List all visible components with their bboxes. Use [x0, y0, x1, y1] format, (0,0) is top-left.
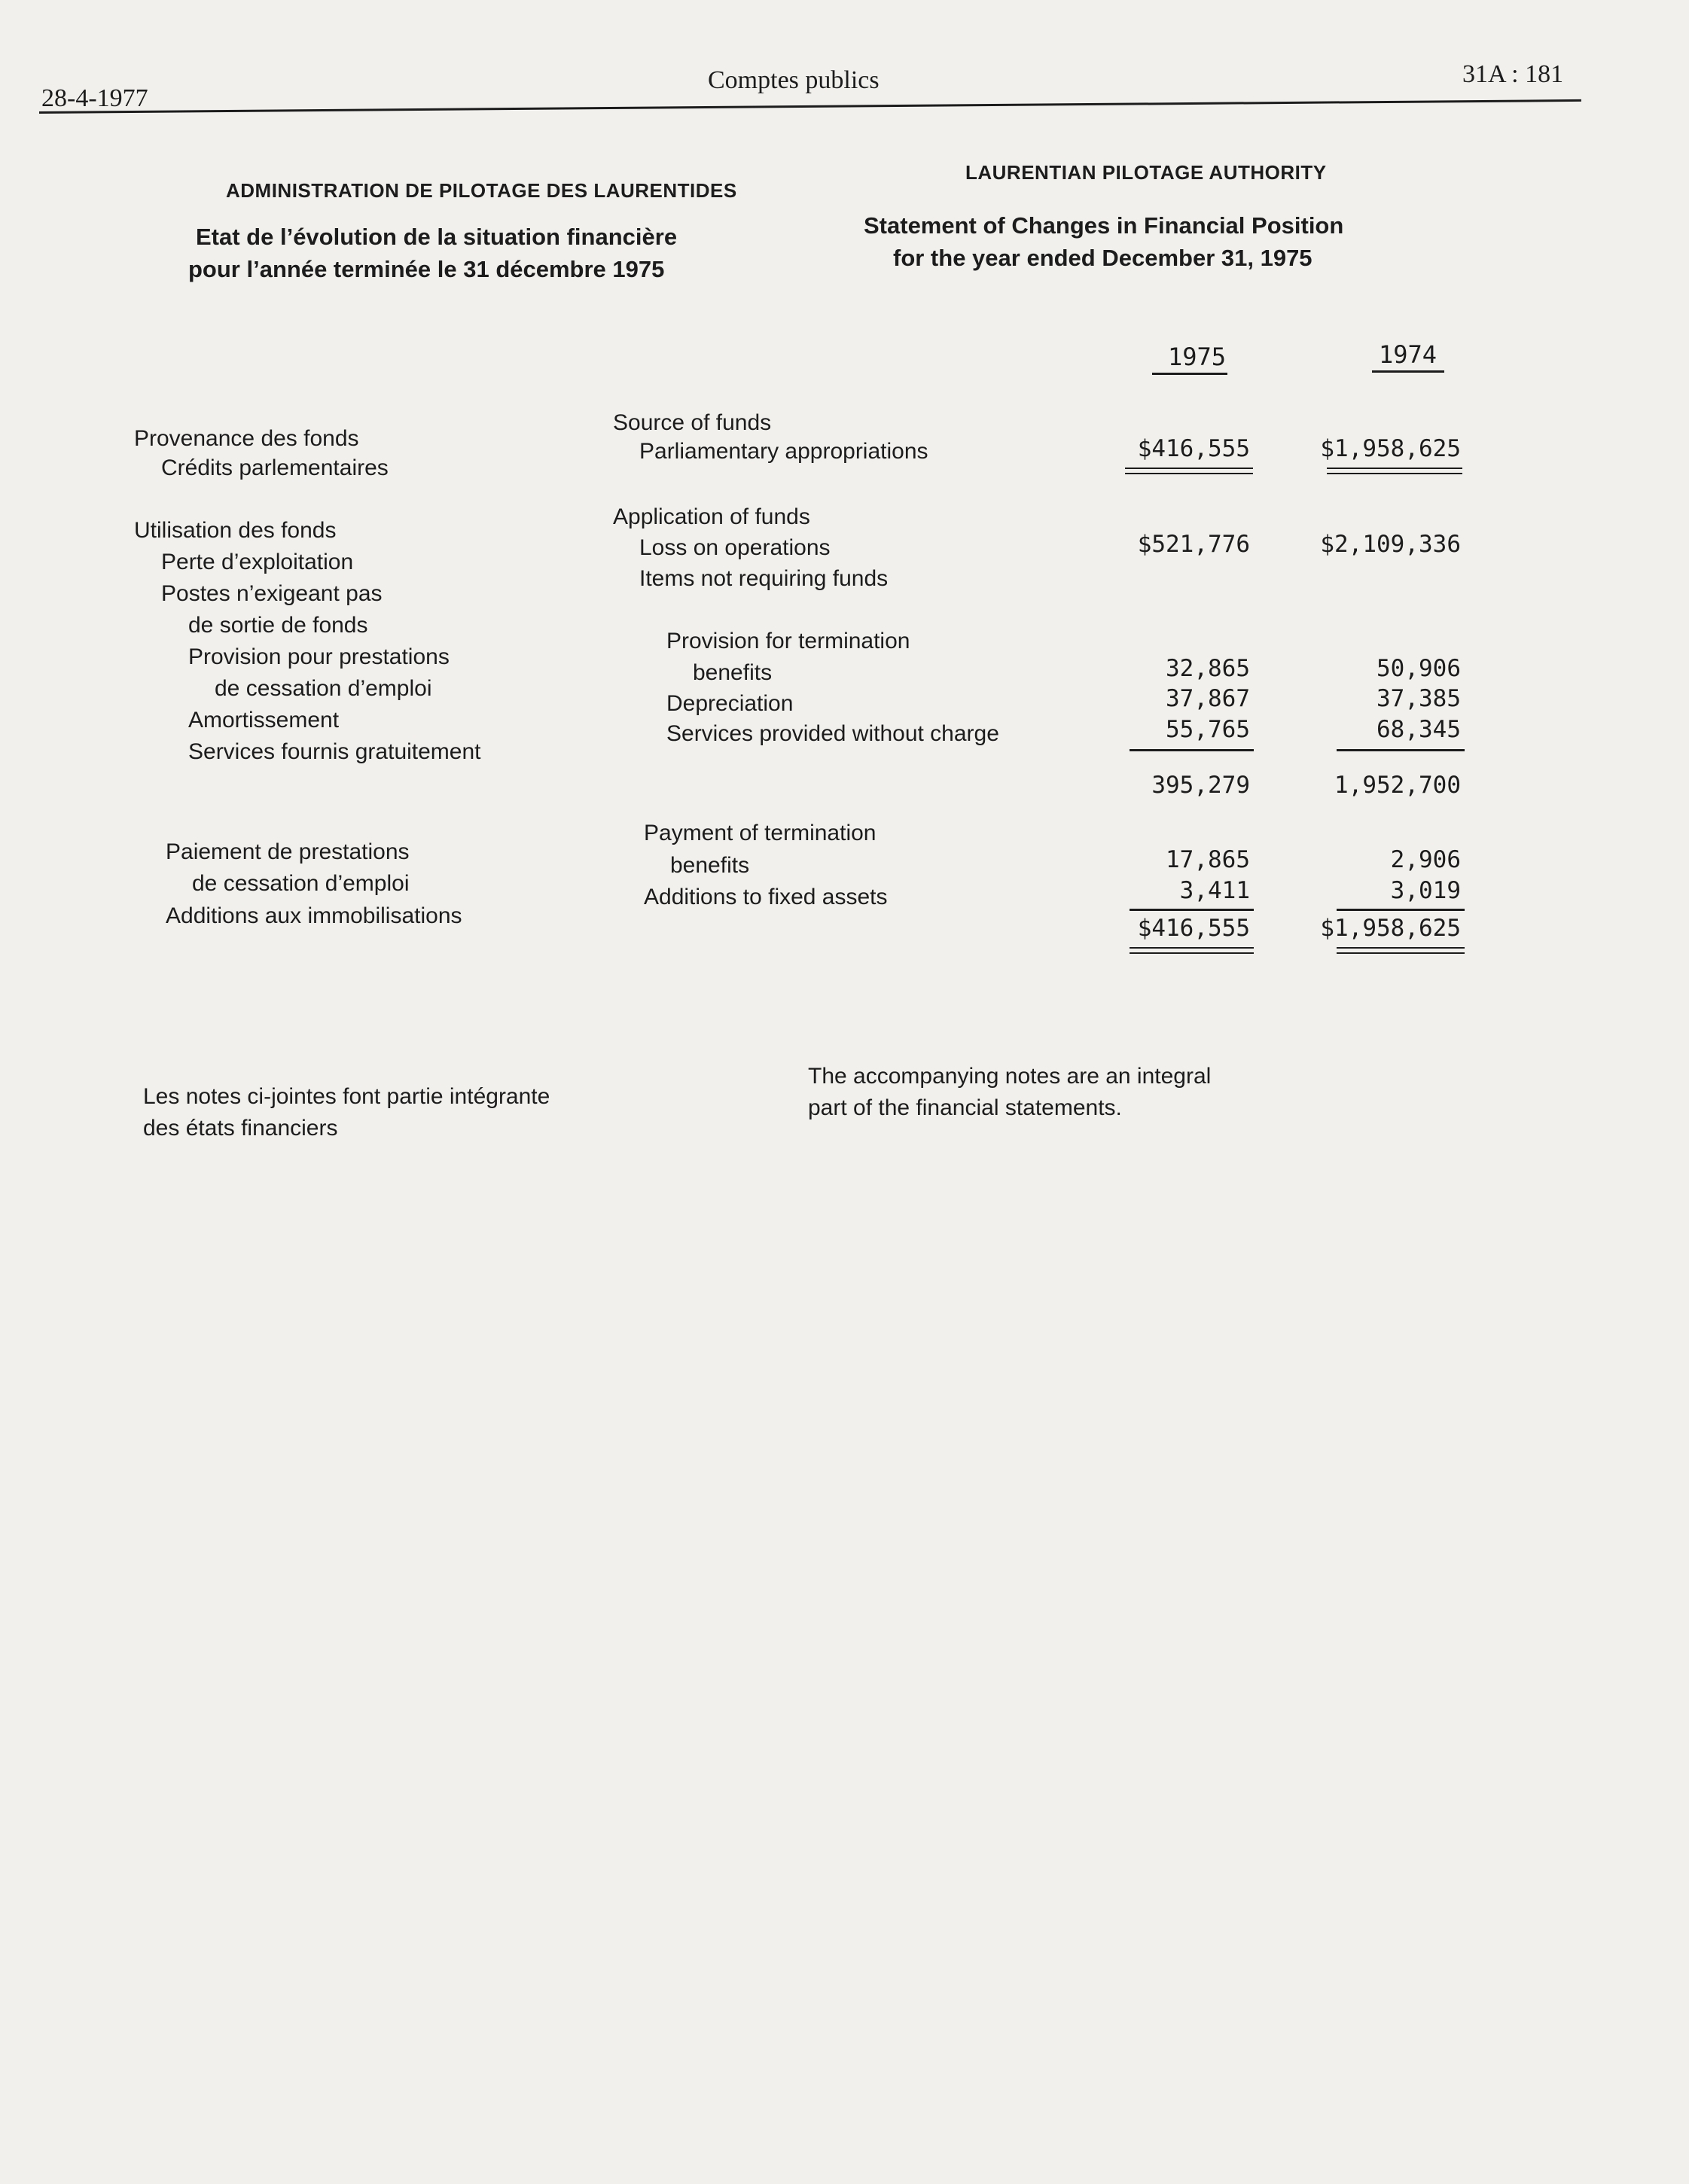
additions-underline-1975: [1130, 909, 1254, 911]
french-payment-2: de cessation d’emploi: [192, 871, 410, 896]
total-double-underline-1975-a: [1130, 947, 1254, 949]
french-provision-2: de cessation d’emploi: [215, 676, 432, 701]
value-additions-1974: 3,019: [1390, 877, 1461, 904]
english-payment-1: Payment of termination: [644, 821, 877, 845]
parl-double-underline-1975-b: [1125, 473, 1253, 474]
services-underline-1974: [1337, 749, 1465, 751]
french-items-not-requiring-1: Postes n’exigeant pas: [161, 581, 383, 606]
english-parliamentary-appropriations: Parliamentary appropriations: [639, 439, 928, 464]
value-parl-1975: $416,555: [1137, 435, 1250, 462]
parl-double-underline-1975-a: [1125, 468, 1253, 469]
french-parliamentary-credits: Crédits parlementaires: [161, 455, 389, 480]
column-header-1975-underline: [1152, 373, 1227, 375]
value-payment-1975: 17,865: [1166, 846, 1250, 873]
total-double-underline-1974-a: [1337, 947, 1465, 949]
value-provision-1974: 50,906: [1377, 655, 1461, 682]
french-statement-title-line1: Etat de l’évolution de la situation financière: [196, 224, 678, 250]
additions-underline-1974: [1337, 909, 1465, 911]
english-additions: Additions to fixed assets: [644, 885, 888, 909]
services-underline-1975: [1130, 749, 1254, 751]
parl-double-underline-1974-b: [1327, 473, 1462, 474]
header-date: 28-4-1977: [41, 84, 148, 112]
french-notes-line2: des états financiers: [143, 1116, 338, 1141]
value-payment-1974: 2,906: [1390, 846, 1461, 873]
french-depreciation: Amortissement: [188, 708, 340, 733]
french-services-free: Services fournis gratuitement: [188, 739, 481, 764]
value-depreciation-1974: 37,385: [1377, 685, 1461, 712]
header-rule: [39, 99, 1581, 114]
total-double-underline-1975-b: [1130, 952, 1254, 954]
value-loss-1975: $521,776: [1137, 531, 1250, 558]
value-loss-1974: $2,109,336: [1320, 531, 1461, 558]
value-total-1975: $416,555: [1137, 915, 1250, 942]
english-services-free: Services provided without charge: [666, 721, 999, 746]
english-statement-title-line2: for the year ended December 31, 1975: [893, 245, 1312, 271]
english-depreciation: Depreciation: [666, 691, 794, 716]
english-payment-2: benefits: [670, 853, 750, 878]
value-parl-1974: $1,958,625: [1320, 435, 1461, 462]
english-authority-title: LAURENTIAN PILOTAGE AUTHORITY: [965, 161, 1327, 184]
french-use-of-funds: Utilisation des fonds: [134, 518, 337, 543]
french-source-of-funds: Provenance des fonds: [134, 426, 359, 451]
column-header-1975: 1975: [1167, 343, 1226, 371]
english-loss-on-operations: Loss on operations: [639, 535, 831, 560]
value-total-1974: $1,958,625: [1320, 915, 1461, 942]
english-application-of-funds: Application of funds: [613, 504, 810, 529]
french-items-not-requiring-2: de sortie de fonds: [188, 613, 368, 638]
parl-double-underline-1974-a: [1327, 468, 1462, 469]
french-payment-1: Paiement de prestations: [166, 839, 410, 864]
value-services-1974: 68,345: [1377, 716, 1461, 743]
header-page-number: 31A : 181: [1462, 60, 1564, 88]
total-double-underline-1974-b: [1337, 952, 1465, 954]
french-authority-title: ADMINISTRATION DE PILOTAGE DES LAURENTIDES: [226, 179, 737, 202]
french-additions: Additions aux immobilisations: [166, 903, 462, 928]
value-services-1975: 55,765: [1166, 716, 1250, 743]
value-depreciation-1975: 37,867: [1166, 685, 1250, 712]
french-notes-line1: Les notes ci-jointes font partie intégrante: [143, 1084, 550, 1109]
english-provision-1: Provision for termination: [666, 629, 910, 653]
value-subtotal-1975: 395,279: [1151, 772, 1250, 799]
french-statement-title-line2: pour l’année terminée le 31 décembre 1975: [188, 256, 665, 282]
english-source-of-funds: Source of funds: [613, 410, 772, 435]
value-provision-1975: 32,865: [1166, 655, 1250, 682]
english-notes-line2: part of the financial statements.: [808, 1095, 1122, 1120]
column-header-1974-underline: [1372, 370, 1444, 373]
french-operating-loss: Perte d’exploitation: [161, 550, 354, 574]
header-title: Comptes publics: [708, 66, 880, 94]
english-items-not-requiring-funds: Items not requiring funds: [639, 566, 889, 591]
english-notes-line1: The accompanying notes are an integral: [808, 1064, 1212, 1089]
english-provision-2: benefits: [693, 660, 773, 685]
english-statement-title-line1: Statement of Changes in Financial Position: [864, 212, 1344, 239]
value-subtotal-1974: 1,952,700: [1334, 772, 1461, 799]
french-provision-1: Provision pour prestations: [188, 644, 450, 669]
value-additions-1975: 3,411: [1179, 877, 1250, 904]
column-header-1974: 1974: [1378, 340, 1437, 369]
